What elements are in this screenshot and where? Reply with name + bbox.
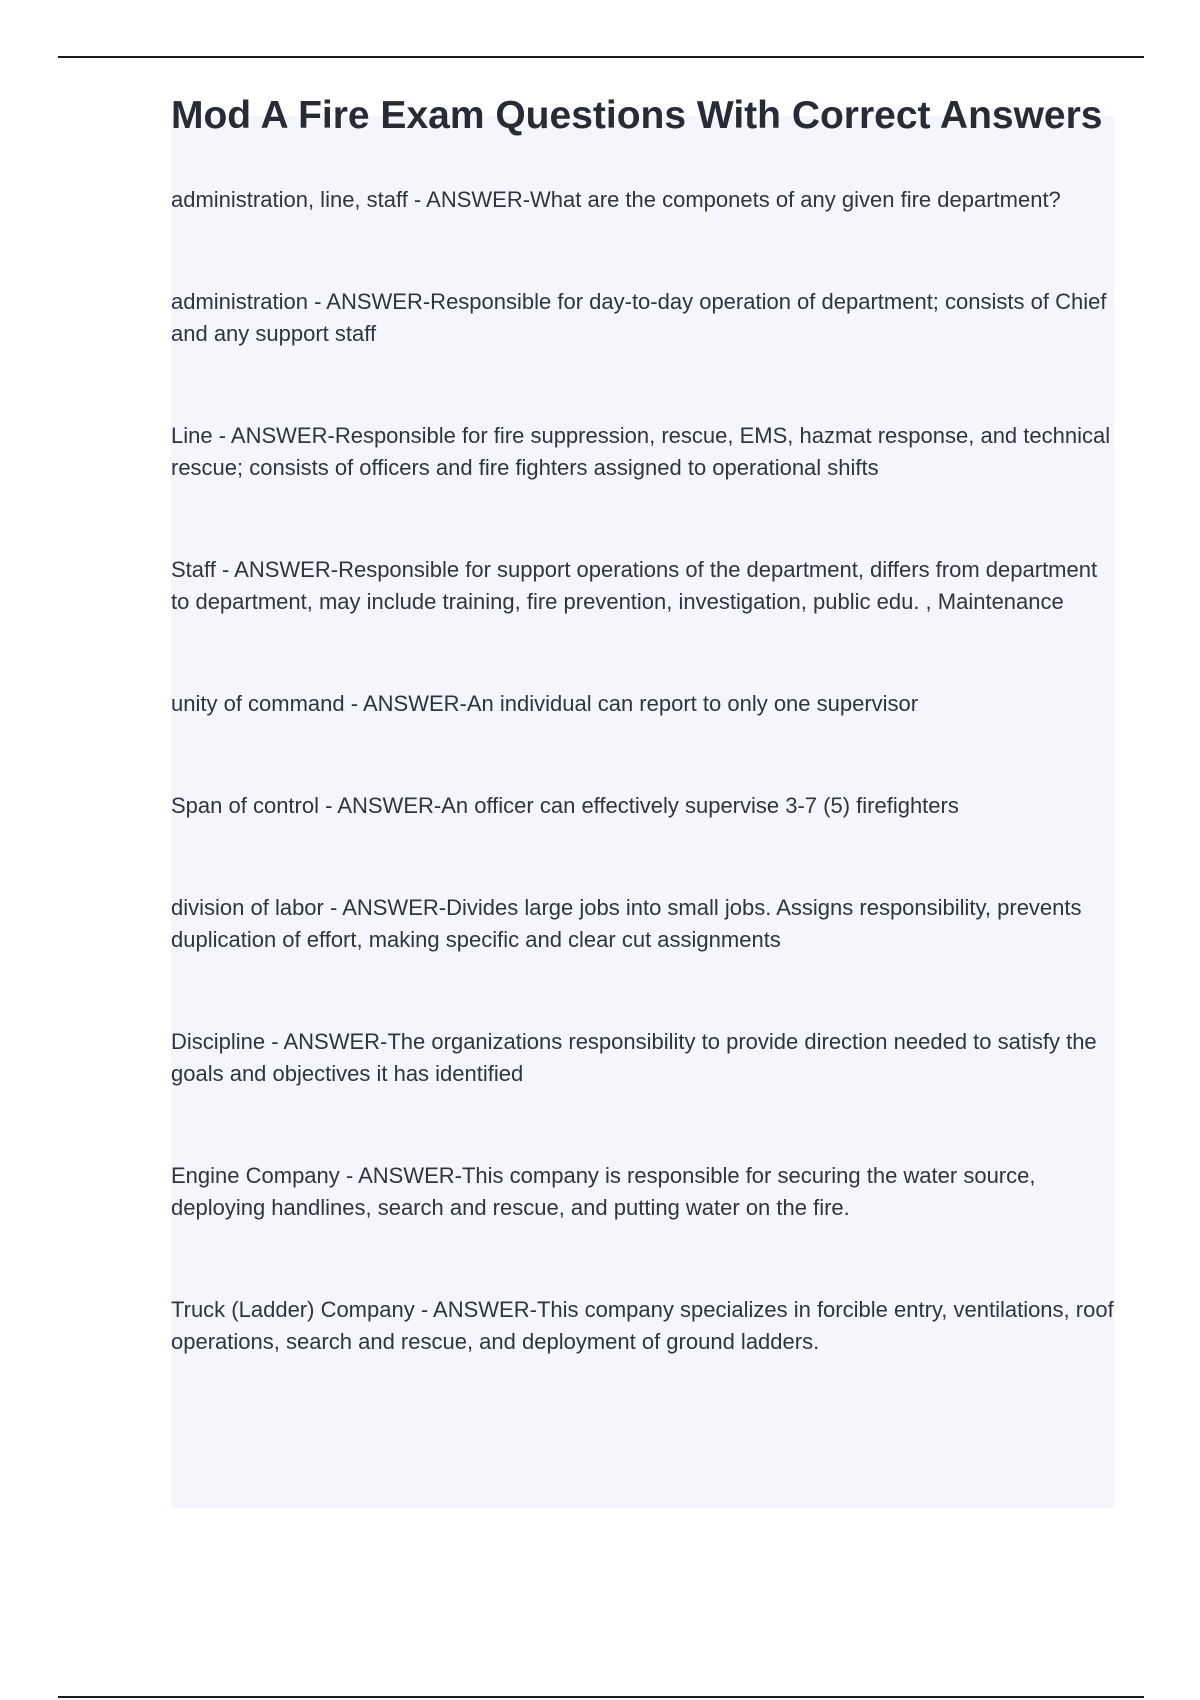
- qa-item: Staff - ANSWER-Responsible for support operations of the department, differs from department to department, may include training, fire prevention, investigation, public edu. , Maintenance: [171, 557, 1098, 614]
- qa-item: Discipline - ANSWER-The organizations responsibility to provide direction needed to satisfy the goals and objectives it has identified: [171, 1029, 1097, 1086]
- qa-item: administration - ANSWER-Responsible for day-to-day operation of department; consists of Chief and any support staff: [171, 289, 1107, 346]
- qa-item: unity of command - ANSWER-An individual can report to only one supervisor: [171, 691, 919, 716]
- qa-item: Span of control - ANSWER-An officer can effectively supervise 3-7 (5) firefighters: [171, 793, 959, 818]
- qa-item: division of labor - ANSWER-Divides large jobs into small jobs. Assigns responsibility, prevents duplication of effort, making specific and clear cut assignments: [171, 895, 1082, 952]
- qa-item: administration, line, staff - ANSWER-What are the componets of any given fire department?: [171, 187, 1061, 212]
- qa-item: Engine Company - ANSWER-This company is responsible for securing the water source, deploying handlines, search and rescue, and putting water on the fire.: [171, 1163, 1036, 1220]
- qa-item: Line - ANSWER-Responsible for fire suppression, rescue, EMS, hazmat response, and technical rescue; consists of officers and fire fighters assigned to operational shifts: [171, 423, 1111, 480]
- footer-rule: [58, 1696, 1144, 1698]
- header-rule: [58, 56, 1144, 58]
- document-title: Mod A Fire Exam Questions With Correct Answers: [171, 94, 1103, 137]
- qa-item: Truck (Ladder) Company - ANSWER-This company specializes in forcible entry, ventilations, roof operations, search and rescue, and deployment of ground ladders.: [171, 1297, 1114, 1354]
- document-body: [171, 94, 1116, 1358]
- qa-list: [171, 184, 1116, 1358]
